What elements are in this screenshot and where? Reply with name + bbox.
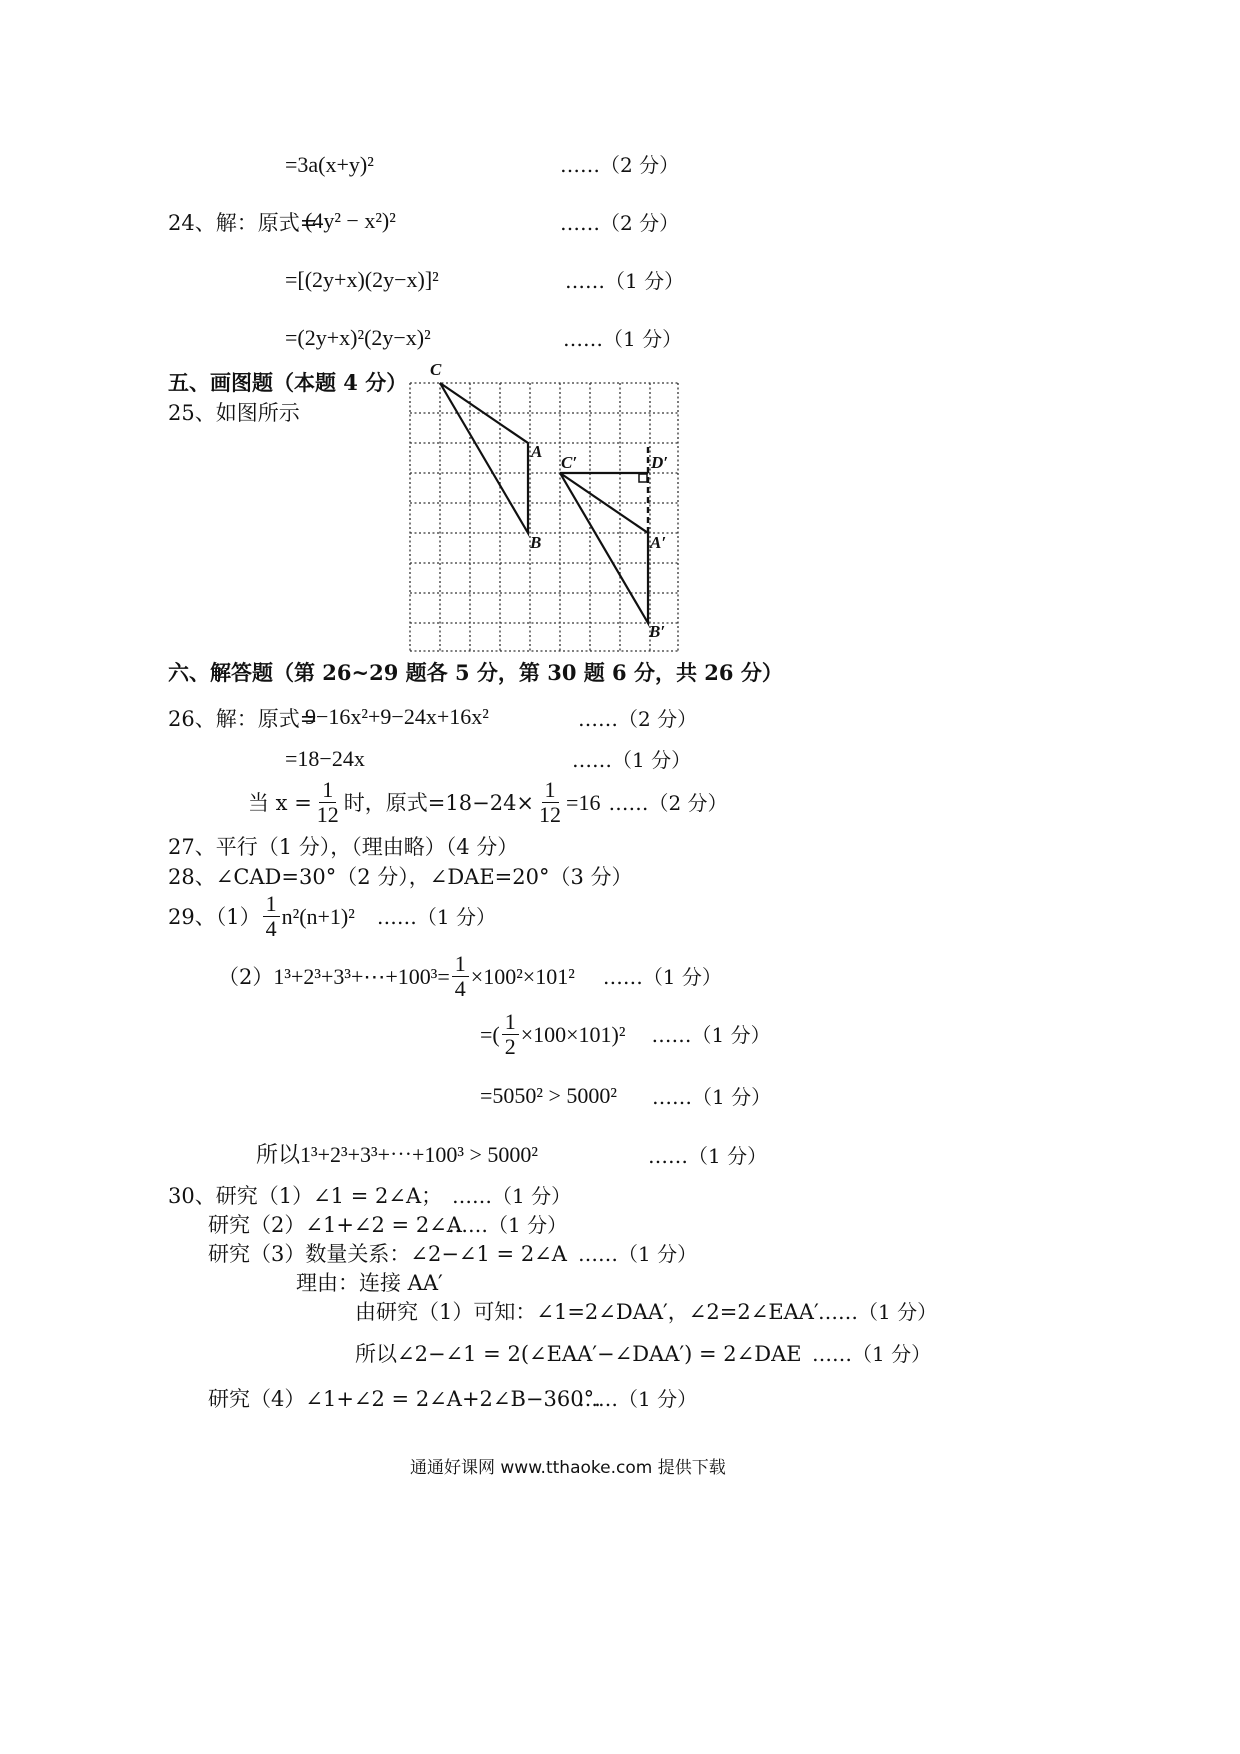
- q29-line-2: [218, 952, 722, 1001]
- q24-score-3: ……（1 分）: [563, 327, 683, 351]
- q26-line-3: [248, 778, 728, 827]
- q30-r2: 研究（2）∠1+∠2 = 2∠A: [208, 1213, 462, 1237]
- q24-expr-1: (4y² − x²)²: [305, 208, 396, 233]
- q29-score-5: ……（1 分）: [648, 1144, 768, 1168]
- page-footer: 通通好课网 www.tthaoke.com 提供下载: [410, 1458, 726, 1478]
- q29-expr-4: =5050² > 5000²: [480, 1083, 618, 1108]
- q29-score-3: ……（1 分）: [651, 1022, 771, 1047]
- q26-result: =16: [566, 789, 601, 815]
- q29-line-1: [168, 892, 496, 941]
- q29-fraction-2: [452, 952, 469, 1001]
- label-a-prime: A′: [650, 533, 667, 552]
- q30-r3: 研究（3）数量关系：∠2−∠1 = 2∠A: [208, 1242, 567, 1266]
- q30-s4: ……（1 分）: [578, 1387, 698, 1411]
- q25-text: 25、如图所示: [168, 401, 300, 425]
- right-angle-mark: [639, 474, 647, 482]
- triangle-abc: [440, 383, 528, 533]
- q29-pre-3: =(: [480, 1021, 500, 1047]
- q24-expr-2: =[(2y+x)(2y−x)]²: [285, 267, 439, 292]
- q29-fraction-3: [502, 1010, 519, 1059]
- q29-score-1: ……（1 分）: [376, 904, 496, 929]
- q29-line-3: [480, 1010, 771, 1059]
- q26-fraction-b: [536, 778, 564, 827]
- q29-score-4: ……（1 分）: [652, 1085, 772, 1109]
- q30-r1: 30、研究（1）∠1 = 2∠A；: [168, 1184, 443, 1208]
- q30-s3: ……（1 分）: [578, 1242, 698, 1266]
- q29-label-1: 29、（1）: [168, 904, 261, 929]
- q30-s3b: ……（1 分）: [818, 1300, 938, 1324]
- q29-rhs-3: ×100×101)²: [520, 1021, 626, 1047]
- label-a: A: [531, 442, 543, 461]
- q29-lhs-2: 1³+2³+3³+⋯+100³=: [273, 963, 450, 989]
- q24-expr-3: =(2y+x)²(2y−x)²: [285, 325, 431, 350]
- q26-label: 26、解：原式=: [168, 707, 318, 731]
- denominator: 4: [265, 916, 277, 941]
- q30-r3c: 所以∠2−∠1 = 2(∠EAA′−∠DAA′) = 2∠DAE: [355, 1342, 802, 1366]
- q30-r3a: 理由：连接 AA′: [296, 1271, 443, 1295]
- section-6-title: 六、解答题（第 26~29 题各 5 分，第 30 题 6 分，共 26 分）: [168, 660, 783, 685]
- q26-when: 当 x =: [248, 790, 312, 815]
- q30-r4: 研究（4）∠1+∠2 = 2∠A+2∠B−360°.: [208, 1387, 601, 1411]
- denominator: 12: [539, 802, 562, 827]
- q30-s3c: ……（1 分）: [812, 1342, 932, 1366]
- q29-label-2: （2）: [218, 964, 274, 989]
- step-expression: =3a(x+y)²: [285, 152, 374, 177]
- score-note: ……（2 分）: [560, 153, 680, 177]
- q26-expr-1: 9−16x²+9−24x+16x²: [305, 704, 489, 729]
- label-d-prime: D′: [651, 453, 669, 472]
- q24-score-1: ……（2 分）: [560, 211, 680, 235]
- q26-fraction-a: [314, 778, 342, 827]
- q27-text: 27、平行（1 分），（理由略）（4 分）: [168, 835, 519, 859]
- section-5-title: 五、画图题（本题 4 分）: [168, 370, 408, 395]
- q26-score-2: ……（1 分）: [572, 748, 692, 772]
- numerator: 1: [502, 1010, 519, 1035]
- q24-score-2: ……（1 分）: [565, 269, 685, 293]
- denominator: 2: [504, 1034, 516, 1059]
- q30-s2: ……（1 分）: [448, 1213, 568, 1237]
- triangle-a1b1c1: [560, 473, 648, 623]
- label-c: C: [430, 360, 442, 379]
- q26-score-1: ……（2 分）: [578, 707, 698, 731]
- denominator: 12: [316, 802, 339, 827]
- numerator: 1: [263, 892, 280, 917]
- q30-r3b: 由研究（1）可知：∠1=2∠DAA′，∠2=2∠EAA′: [355, 1300, 819, 1324]
- numerator: 1: [452, 952, 469, 977]
- label-b: B: [530, 533, 542, 552]
- numerator: 1: [542, 778, 559, 803]
- q26-mid: 时，原式=18−24×: [343, 790, 535, 815]
- q26-expr-2: =18−24x: [285, 746, 365, 771]
- q28-text: 28、∠CAD=30°（2 分），∠DAE=20°（3 分）: [168, 865, 633, 889]
- grid-figure: [400, 355, 700, 660]
- q29-expr-5: 所以1³+2³+3³+⋯+100³ > 5000²: [256, 1142, 539, 1167]
- numerator: 1: [319, 778, 336, 803]
- q30-s1: ……（1 分）: [452, 1184, 572, 1208]
- q26-score-3: ……（2 分）: [608, 790, 728, 815]
- label-c-prime: C′: [561, 453, 578, 472]
- q29-expr-1: n²(n+1)²: [281, 903, 355, 929]
- q29-score-2: ……（1 分）: [602, 964, 722, 989]
- q24-label: 24、解：原式=: [168, 211, 318, 235]
- dotted-grid: [410, 383, 678, 651]
- q29-fraction-1: [263, 892, 280, 941]
- denominator: 4: [454, 976, 466, 1001]
- label-b-prime: B′: [649, 622, 666, 641]
- q29-rhs-2: ×100²×101²: [470, 963, 575, 989]
